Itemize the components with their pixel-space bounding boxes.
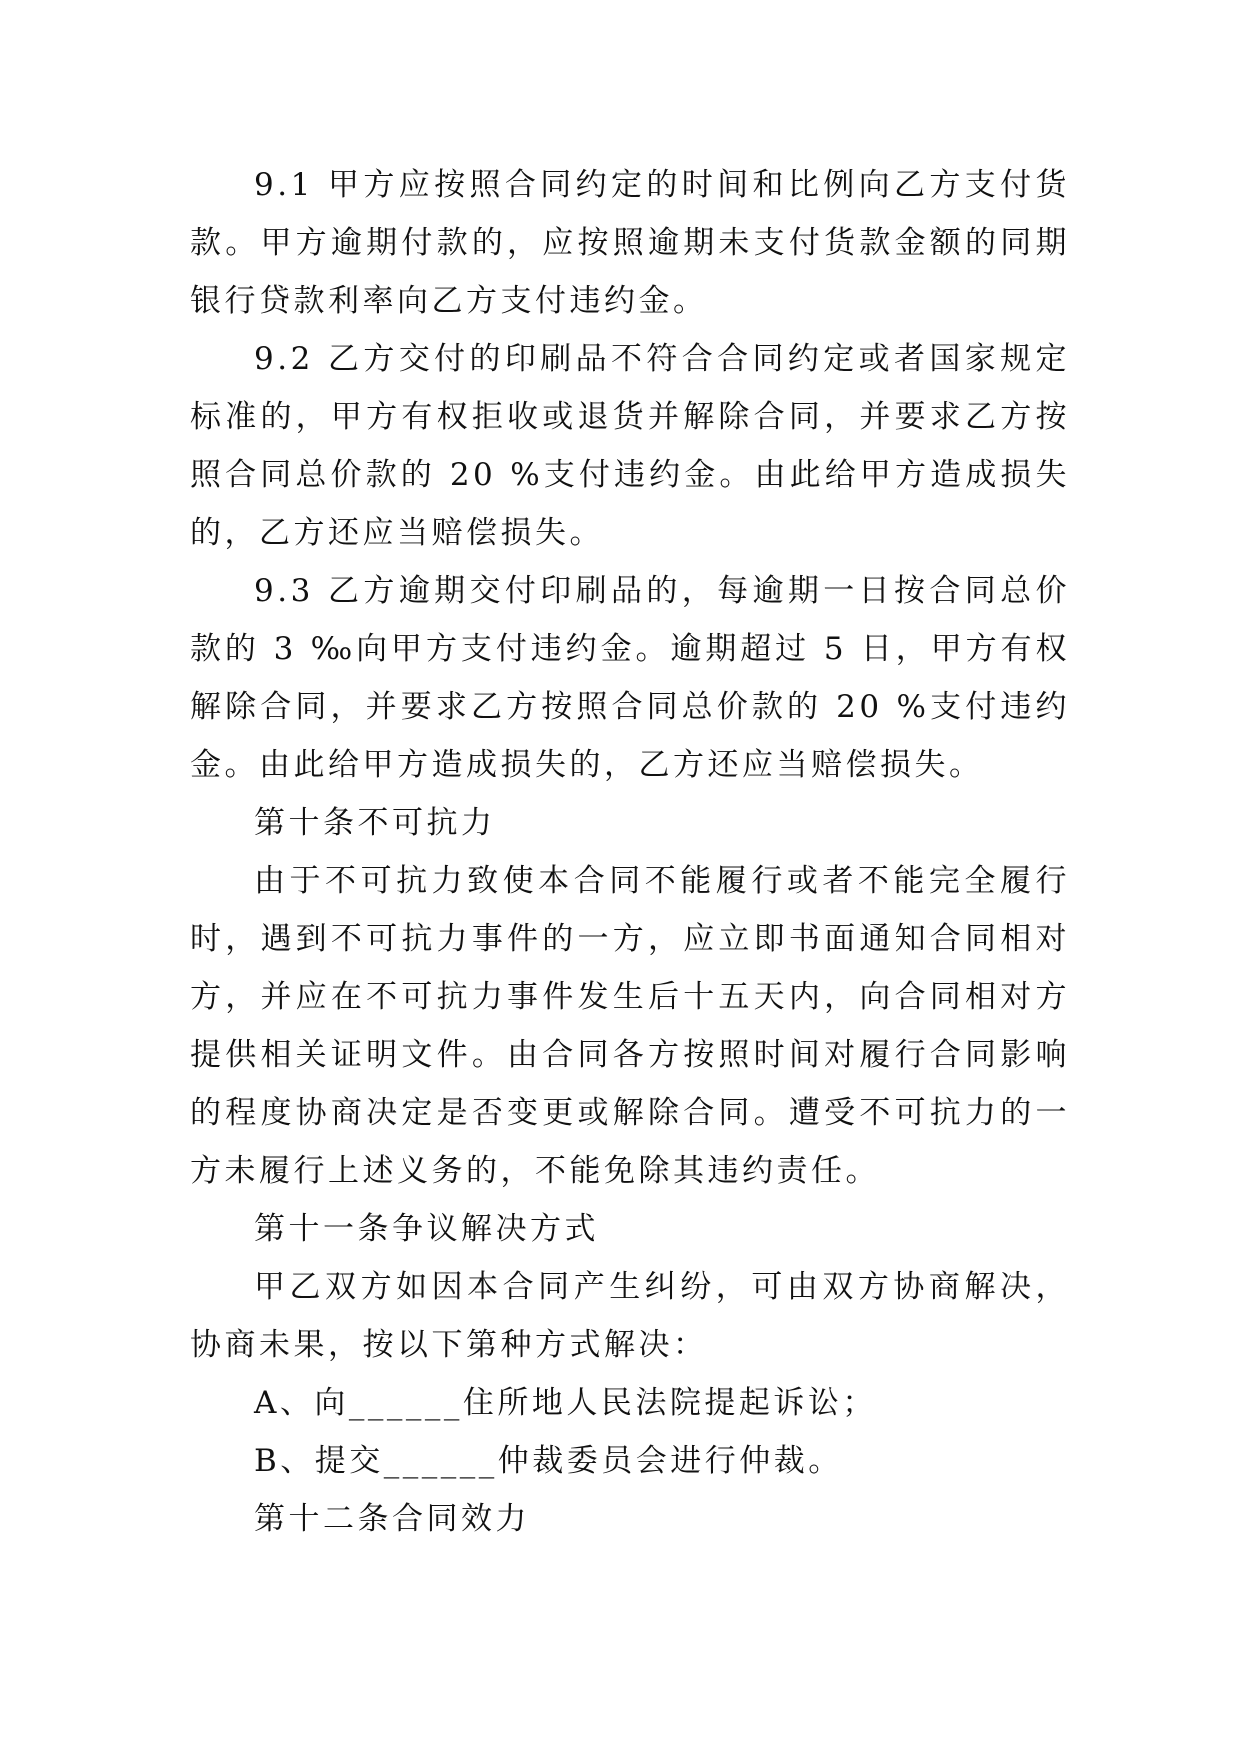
article-10-body: 由于不可抗力致使本合同不能履行或者不能完全履行时，遇到不可抗力事件的一方，应立即书面通知合同相对方，并应在不可抗力事件发生后十五天内，向合同相对方提供相关证明文件。由合同各方按照时间对履行合同影响的程度协商决定是否变更或解除合同。遭受不可抗力的一方未履行上述义务的，不能免除其违约责任。 [190,863,1070,1189]
dispute-option-a: A、向______住所地人民法院提起诉讼； [254,1385,877,1421]
clause-9-1: 9.1 甲方应按照合同约定的时间和比例向乙方支付货款。甲方逾期付款的，应按照逾期未支付货款金额的同期银行贷款利率向乙方支付违约金。 [190,167,1070,319]
article-12-heading: 第十二条合同效力 [254,1501,530,1537]
dispute-option-b: B、提交______仲裁委员会进行仲裁。 [254,1443,843,1479]
clause-9-3: 9.3 乙方逾期交付印刷品的，每逾期一日按合同总价款的 3 ‰向甲方支付违约金。逾期超过 5 日，甲方有权解除合同，并要求乙方按照合同总价款的 20 %支付违约金。由此给甲方造成损失的，乙方还应当赔偿损失。 [190,573,1070,783]
document-body [190,156,1070,1548]
article-11-body: 甲乙双方如因本合同产生纠纷，可由双方协商解决，协商未果，按以下第种方式解决： [190,1269,1070,1363]
article-10-heading: 第十条不可抗力 [254,805,496,841]
article-11-heading: 第十一条争议解决方式 [254,1211,599,1247]
clause-9-2: 9.2 乙方交付的印刷品不符合合同约定或者国家规定标准的，甲方有权拒收或退货并解除合同，并要求乙方按照合同总价款的 20 %支付违约金。由此给甲方造成损失的，乙方还应当赔偿损失。 [190,341,1070,551]
